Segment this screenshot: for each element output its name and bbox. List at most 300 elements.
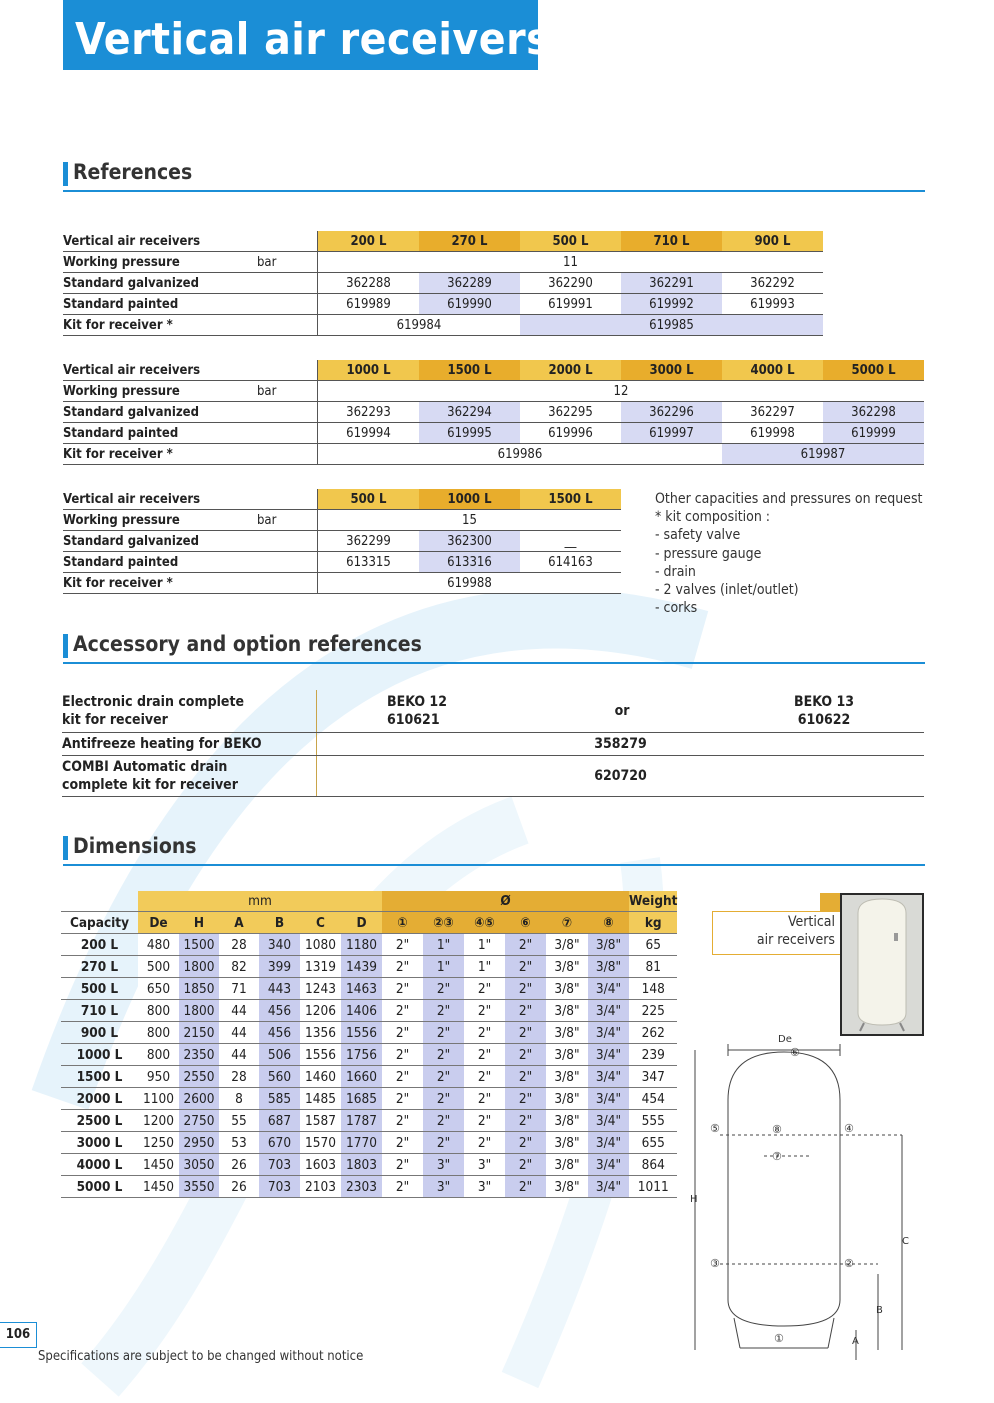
capacity-header: 500 L xyxy=(318,489,420,510)
row-label: Kit for receiver * xyxy=(63,444,257,465)
cell: 3/4" xyxy=(588,1088,629,1110)
cell: 2" xyxy=(464,1022,505,1044)
notes-block xyxy=(655,490,922,617)
cell: 2" xyxy=(423,1132,464,1154)
cell: 620720 xyxy=(317,756,925,797)
cell: 362294 xyxy=(419,402,520,423)
section-title-references: References xyxy=(73,160,193,184)
cell: 500 xyxy=(138,956,179,978)
capacity-cell: 3000 L xyxy=(61,1132,138,1154)
cell: 3/8" xyxy=(546,978,588,1000)
cell: 2303 xyxy=(341,1176,382,1198)
cell: 239 xyxy=(629,1044,677,1066)
cell: 2" xyxy=(382,978,423,1000)
cell: 3/4" xyxy=(588,1044,629,1066)
cell: 619984 xyxy=(318,315,521,336)
product-label-box xyxy=(712,911,841,955)
cell: 619985 xyxy=(520,315,823,336)
row-label: Kit for receiver * xyxy=(63,315,257,336)
cell: 2" xyxy=(464,1066,505,1088)
row-label: Standard galvanized xyxy=(63,531,257,552)
capacity-header: 1500 L xyxy=(520,489,621,510)
capacity-header: 1000 L xyxy=(419,489,520,510)
table-row xyxy=(61,891,677,912)
cell: 2" xyxy=(382,956,423,978)
table-row xyxy=(63,231,823,252)
cell: 3/4" xyxy=(588,1000,629,1022)
cell: 1850 xyxy=(179,978,219,1000)
cell: 2" xyxy=(464,1110,505,1132)
cell: 3/8" xyxy=(546,1132,588,1154)
table-row xyxy=(61,978,677,1000)
cell: 347 xyxy=(629,1066,677,1088)
cell: 2103 xyxy=(300,1176,341,1198)
column-header: H xyxy=(179,912,219,934)
cell: 53 xyxy=(219,1132,259,1154)
cell: 3/8" xyxy=(588,956,629,978)
cell: 225 xyxy=(629,1000,677,1022)
cell: 3" xyxy=(464,1154,505,1176)
pressure-value: 15 xyxy=(318,510,622,531)
label-h: H xyxy=(690,1194,698,1205)
cell: 1603 xyxy=(300,1154,341,1176)
cell: 3/8" xyxy=(588,934,629,956)
row-label: Vertical air receivers xyxy=(63,489,257,510)
cell: 1011 xyxy=(629,1176,677,1198)
capacity-cell: 270 L xyxy=(61,956,138,978)
cell: 2" xyxy=(382,1022,423,1044)
cell: 26 xyxy=(219,1176,259,1198)
table-row xyxy=(63,381,924,402)
cell: 3/4" xyxy=(588,1110,629,1132)
cell: 44 xyxy=(219,1022,259,1044)
connection-6-marker: ⑥ xyxy=(790,1046,800,1059)
cell: 399 xyxy=(259,956,300,978)
cell: 2" xyxy=(464,1044,505,1066)
table-row xyxy=(63,402,924,423)
table-row xyxy=(62,756,924,797)
cell: 454 xyxy=(629,1088,677,1110)
group-header-diameter: Ø xyxy=(382,891,629,912)
capacity-cell: 5000 L xyxy=(61,1176,138,1198)
receiver-photo xyxy=(840,893,924,1036)
cell: 2" xyxy=(505,1110,546,1132)
table-row xyxy=(61,1022,677,1044)
cell: 3" xyxy=(423,1154,464,1176)
cell: 613315 xyxy=(318,552,420,573)
cell: 614163 xyxy=(520,552,621,573)
cell: 1180 xyxy=(341,934,382,956)
cell: 362290 xyxy=(520,273,621,294)
table-row xyxy=(63,489,621,510)
beko13-name: BEKO 13 xyxy=(794,694,854,710)
cell: 2750 xyxy=(179,1110,219,1132)
cell: 800 xyxy=(138,1022,179,1044)
cell: 619987 xyxy=(722,444,924,465)
page-title: Vertical air receivers xyxy=(75,14,551,65)
cell: 619999 xyxy=(823,423,924,444)
cell: 687 xyxy=(259,1110,300,1132)
column-header: ① xyxy=(382,912,423,934)
beko-options xyxy=(317,691,924,731)
cell: __ xyxy=(520,531,621,552)
capacity-header: 3000 L xyxy=(621,360,722,381)
label-c: C xyxy=(902,1236,909,1247)
cell: 1" xyxy=(464,934,505,956)
pressure-value: 12 xyxy=(318,381,925,402)
cell: 619990 xyxy=(419,294,520,315)
cell: 2" xyxy=(382,1066,423,1088)
cell: 950 xyxy=(138,1066,179,1088)
cell: 8 xyxy=(219,1088,259,1110)
cell: 362293 xyxy=(318,402,420,423)
cell: 2" xyxy=(505,1044,546,1066)
cell: 82 xyxy=(219,956,259,978)
cell: 362299 xyxy=(318,531,420,552)
capacity-header: 5000 L xyxy=(823,360,924,381)
row-label: Standard painted xyxy=(63,294,257,315)
cell: 2" xyxy=(382,1088,423,1110)
table-row xyxy=(62,733,924,756)
row-label: Working pressure xyxy=(63,510,257,531)
column-header: kg xyxy=(629,912,677,934)
reference-table-1 xyxy=(63,231,823,336)
cell: 1460 xyxy=(300,1066,341,1088)
table-row xyxy=(63,444,924,465)
table-row xyxy=(63,273,823,294)
cell: 2" xyxy=(505,1000,546,1022)
cell: 362291 xyxy=(621,273,722,294)
cell: 2" xyxy=(423,1066,464,1088)
cell: 655 xyxy=(629,1132,677,1154)
cell: 1587 xyxy=(300,1110,341,1132)
cell: 2" xyxy=(382,1132,423,1154)
accessory-table xyxy=(62,690,924,797)
product-label-line: air receivers xyxy=(756,932,835,948)
capacity-header: 500 L xyxy=(520,231,621,252)
cell: 3/8" xyxy=(546,1022,588,1044)
cell: 1787 xyxy=(341,1110,382,1132)
cell: 585 xyxy=(259,1088,300,1110)
table-row xyxy=(63,315,823,336)
cell: 362289 xyxy=(419,273,520,294)
cell: 2" xyxy=(505,956,546,978)
cell: 619986 xyxy=(318,444,723,465)
table-row xyxy=(63,423,924,444)
beko12-code: 610621 xyxy=(387,712,440,728)
section-marker xyxy=(63,162,68,186)
connection-4-marker: ④ xyxy=(844,1122,854,1135)
table-row xyxy=(61,956,677,978)
row-label: Antifreeze heating for BEKO xyxy=(62,733,317,756)
cell: 44 xyxy=(219,1044,259,1066)
cell: 2" xyxy=(423,978,464,1000)
label-line: Electronic drain complete xyxy=(62,694,245,710)
capacity-cell: 200 L xyxy=(61,934,138,956)
cell: 480 xyxy=(138,934,179,956)
cell: 2" xyxy=(464,1000,505,1022)
cell: 2" xyxy=(423,1022,464,1044)
cell: 2" xyxy=(464,978,505,1000)
cell: 3/4" xyxy=(588,978,629,1000)
cell: 800 xyxy=(138,1000,179,1022)
row-label: Vertical air receivers xyxy=(63,360,257,381)
cell: 619991 xyxy=(520,294,621,315)
reference-table-3 xyxy=(63,489,621,594)
cell: 864 xyxy=(629,1154,677,1176)
unit-label: bar xyxy=(257,252,318,273)
capacity-cell: 500 L xyxy=(61,978,138,1000)
cell: 703 xyxy=(259,1176,300,1198)
beko13 xyxy=(789,693,859,729)
pressure-value: 11 xyxy=(318,252,824,273)
cell: 2" xyxy=(464,1088,505,1110)
section-accessory xyxy=(63,632,925,664)
cell: 55 xyxy=(219,1110,259,1132)
cell: 1100 xyxy=(138,1088,179,1110)
cell: 362300 xyxy=(419,531,520,552)
capacity-header: 4000 L xyxy=(722,360,823,381)
cell: 362296 xyxy=(621,402,722,423)
cell: 619996 xyxy=(520,423,621,444)
cell: 71 xyxy=(219,978,259,1000)
cell: 2" xyxy=(382,1176,423,1198)
cell: 28 xyxy=(219,934,259,956)
cell: 1319 xyxy=(300,956,341,978)
cell: 3/8" xyxy=(546,1088,588,1110)
cell: 3/4" xyxy=(588,1176,629,1198)
cell: 619994 xyxy=(318,423,420,444)
capacity-header: 270 L xyxy=(419,231,520,252)
beko12-name: BEKO 12 xyxy=(387,694,447,710)
cell: 2" xyxy=(382,934,423,956)
cell: 2" xyxy=(505,1132,546,1154)
column-header: ④⑤ xyxy=(464,912,505,934)
table-row xyxy=(62,690,924,733)
section-marker xyxy=(63,634,68,658)
cell: 148 xyxy=(629,978,677,1000)
label-a: A xyxy=(852,1336,859,1347)
cell: 358279 xyxy=(317,733,925,756)
table-row xyxy=(63,573,621,594)
or-text: or xyxy=(614,703,630,719)
label-b: B xyxy=(876,1305,883,1316)
table-row xyxy=(61,1176,677,1198)
title-banner xyxy=(63,0,551,70)
cell: 1800 xyxy=(179,956,219,978)
cell: 362298 xyxy=(823,402,924,423)
cell: 2" xyxy=(382,1154,423,1176)
row-label: Standard galvanized xyxy=(63,402,257,423)
page-number: 106 xyxy=(0,1322,37,1348)
connection-7-marker: ⑦ xyxy=(772,1150,782,1163)
cell: 362292 xyxy=(722,273,823,294)
connection-1-marker: ① xyxy=(774,1332,784,1345)
cell: 2600 xyxy=(179,1088,219,1110)
cell: 2" xyxy=(382,1044,423,1066)
capacity-header: 900 L xyxy=(722,231,823,252)
cell: 506 xyxy=(259,1044,300,1066)
cell: 2" xyxy=(423,1044,464,1066)
cell: 2" xyxy=(464,1132,505,1154)
capacity-header: 2000 L xyxy=(520,360,621,381)
cell: 619992 xyxy=(621,294,722,315)
cell: 613316 xyxy=(419,552,520,573)
unit-label: bar xyxy=(257,510,318,531)
table-row xyxy=(63,360,924,381)
cell: 3/4" xyxy=(588,1132,629,1154)
capacity-cell: 2000 L xyxy=(61,1088,138,1110)
note-line: Other capacities and pressures on request xyxy=(655,491,923,507)
cell: 362288 xyxy=(318,273,420,294)
cell: 362295 xyxy=(520,402,621,423)
label-de: De xyxy=(778,1034,792,1045)
cell: 2" xyxy=(423,1088,464,1110)
cell: 619998 xyxy=(722,423,823,444)
connection-3-marker: ③ xyxy=(710,1257,720,1270)
cell: 1439 xyxy=(341,956,382,978)
cell: 1" xyxy=(423,934,464,956)
row-label: Standard painted xyxy=(63,423,257,444)
cell: 1756 xyxy=(341,1044,382,1066)
dimensions-table xyxy=(61,891,677,1198)
cell: 1250 xyxy=(138,1132,179,1154)
connection-5-marker: ⑤ xyxy=(710,1122,720,1135)
cell: 560 xyxy=(259,1066,300,1088)
table-row xyxy=(61,1088,677,1110)
note-line: - safety valve xyxy=(655,527,741,544)
cell: 1080 xyxy=(300,934,341,956)
cell: 2" xyxy=(505,1154,546,1176)
cell: 619988 xyxy=(318,573,622,594)
note-line: * kit composition : xyxy=(655,509,771,526)
cell: 703 xyxy=(259,1154,300,1176)
column-header: ②③ xyxy=(423,912,464,934)
cell: 1" xyxy=(423,956,464,978)
cell: 2" xyxy=(423,1110,464,1132)
row-label xyxy=(62,690,317,733)
cell: 555 xyxy=(629,1110,677,1132)
cell: 3" xyxy=(423,1176,464,1198)
column-header: De xyxy=(138,912,179,934)
cell: 3/4" xyxy=(588,1154,629,1176)
cell: 362297 xyxy=(722,402,823,423)
beko13-code: 610622 xyxy=(797,712,851,728)
cell: 3/8" xyxy=(546,1000,588,1022)
column-header: D xyxy=(341,912,382,934)
cell: 2" xyxy=(505,1088,546,1110)
section-title-accessory: Accessory and option references xyxy=(73,632,422,656)
note-line: - drain xyxy=(655,563,696,580)
section-references xyxy=(63,160,925,192)
cell: 1685 xyxy=(341,1088,382,1110)
cell: 1200 xyxy=(138,1110,179,1132)
cell: 3/4" xyxy=(588,1022,629,1044)
cell: 1803 xyxy=(341,1154,382,1176)
cell: 3550 xyxy=(179,1176,219,1198)
cell: 1243 xyxy=(300,978,341,1000)
group-header-weight: Weight xyxy=(629,891,677,912)
footer-note: Specifications are subject to be changed without notice xyxy=(38,1349,364,1364)
cell: 2350 xyxy=(179,1044,219,1066)
cell: 2" xyxy=(505,1022,546,1044)
cell: 3/8" xyxy=(546,1044,588,1066)
cell: 3/8" xyxy=(546,1176,588,1198)
cell: 1406 xyxy=(341,1000,382,1022)
cell: 2" xyxy=(423,1000,464,1022)
cell: 650 xyxy=(138,978,179,1000)
row-label: Standard painted xyxy=(63,552,257,573)
cell: 2" xyxy=(382,1110,423,1132)
cell: 619993 xyxy=(722,294,823,315)
label-accent xyxy=(820,893,840,911)
cell: 619995 xyxy=(419,423,520,444)
cell: 3" xyxy=(464,1176,505,1198)
cell: 3/8" xyxy=(546,1154,588,1176)
unit-label: bar xyxy=(257,381,318,402)
section-dimensions xyxy=(63,834,925,866)
cell: 3/8" xyxy=(546,956,588,978)
cell: 1556 xyxy=(341,1022,382,1044)
beko12 xyxy=(387,693,457,729)
group-header-mm: mm xyxy=(138,891,382,912)
cell: 28 xyxy=(219,1066,259,1088)
cell: 670 xyxy=(259,1132,300,1154)
cell: 1" xyxy=(464,956,505,978)
capacity-header: 1000 L xyxy=(318,360,420,381)
cell: 1463 xyxy=(341,978,382,1000)
row-label xyxy=(62,756,317,797)
label-line: COMBI Automatic drain xyxy=(62,759,228,775)
table-row xyxy=(61,1066,677,1088)
capacity-cell: 1000 L xyxy=(61,1044,138,1066)
label-line: complete kit for receiver xyxy=(62,777,238,793)
cell: 1800 xyxy=(179,1000,219,1022)
column-header: ⑦ xyxy=(546,912,588,934)
capacity-cell: 1500 L xyxy=(61,1066,138,1088)
cell: 1450 xyxy=(138,1154,179,1176)
cell: 3/8" xyxy=(546,1110,588,1132)
beko-options-cell xyxy=(317,690,925,733)
cell: 3/4" xyxy=(588,1066,629,1088)
cell: 2" xyxy=(382,1000,423,1022)
cell: 2550 xyxy=(179,1066,219,1088)
column-header: B xyxy=(259,912,300,934)
cell: 44 xyxy=(219,1000,259,1022)
table-row xyxy=(61,1000,677,1022)
cell: 800 xyxy=(138,1044,179,1066)
column-header: ⑧ xyxy=(588,912,629,934)
label-line: kit for receiver xyxy=(62,712,168,728)
reference-table-2 xyxy=(63,360,924,465)
cell: 81 xyxy=(629,956,677,978)
capacity-header: 200 L xyxy=(318,231,420,252)
table-row xyxy=(63,510,621,531)
column-header: C xyxy=(300,912,341,934)
product-label-line: Vertical xyxy=(787,914,835,930)
cell: 1570 xyxy=(300,1132,341,1154)
table-row xyxy=(63,252,823,273)
cell: 2150 xyxy=(179,1022,219,1044)
cell: 3/8" xyxy=(546,934,588,956)
cell: 65 xyxy=(629,934,677,956)
cell: 2950 xyxy=(179,1132,219,1154)
table-row xyxy=(63,531,621,552)
note-line: - pressure gauge xyxy=(655,545,762,562)
cell: 2" xyxy=(505,1176,546,1198)
cell: 456 xyxy=(259,1000,300,1022)
table-row xyxy=(61,1044,677,1066)
